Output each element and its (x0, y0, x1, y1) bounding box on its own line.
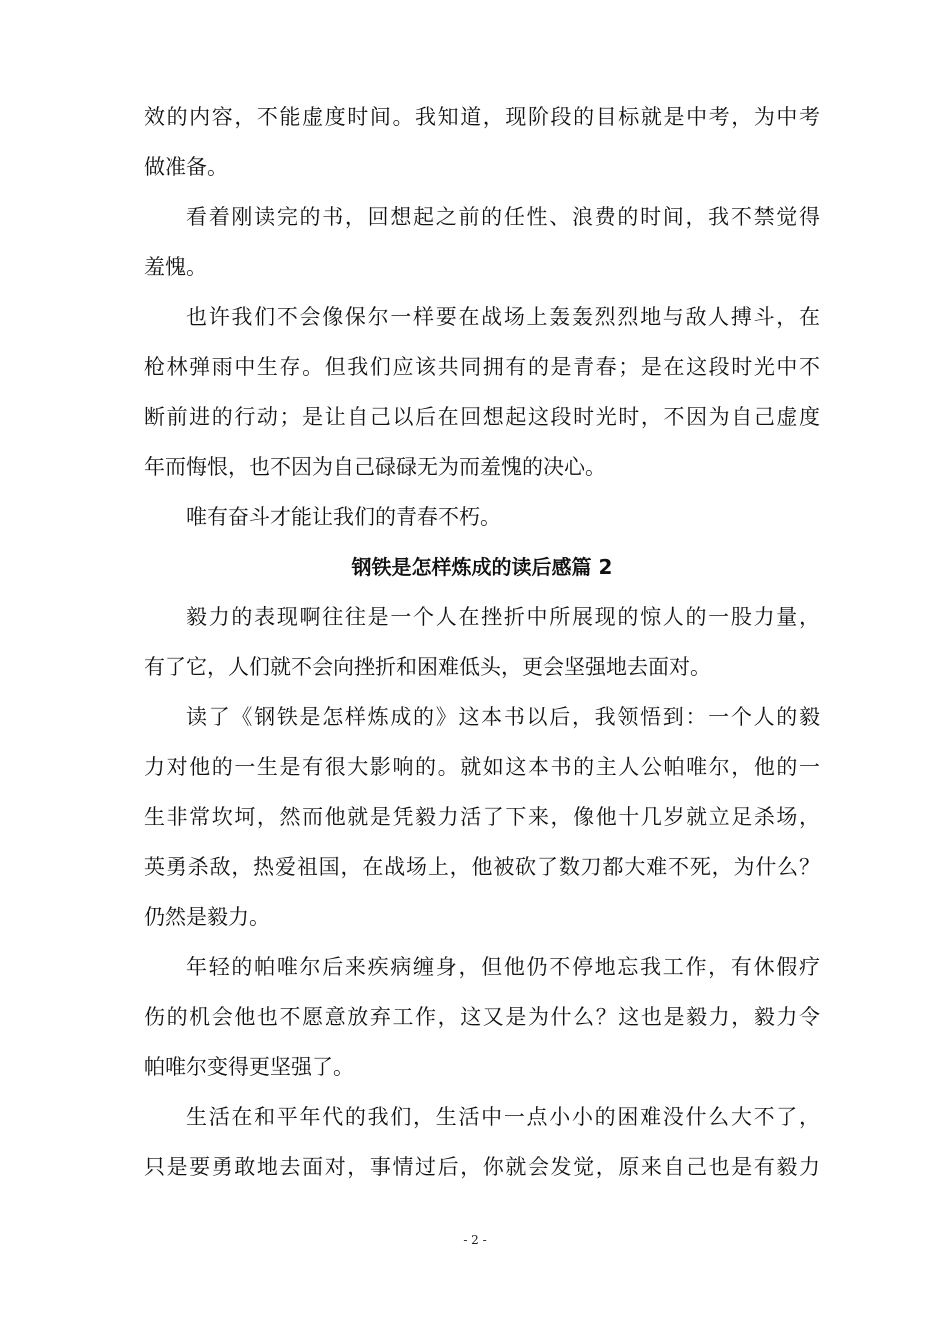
text-line: 仍然是毅力。 (144, 905, 270, 929)
page-number: - 2 - (463, 1233, 487, 1247)
text-line: 只是要勇敢地去面对，事情过后，你就会发觉，原来自己也是有毅力 (144, 1155, 820, 1179)
text-line: 断前进的行动；是让自己以后在回想起这段时光时，不因为自己虚度 (144, 405, 820, 429)
text-line: 效的内容，不能虚度时间。我知道，现阶段的目标就是中考，为中考 (144, 105, 820, 129)
text-line: 毅力的表现啊往往是一个人在挫折中所展现的惊人的一股力量， (186, 605, 820, 629)
text-line: 也许我们不会像保尔一样要在战场上轰轰烈烈地与敌人搏斗，在 (186, 305, 820, 329)
text-line: 生活在和平年代的我们，生活中一点小小的困难没什么大不了， (186, 1105, 820, 1129)
text-line: 有了它，人们就不会向挫折和困难低头，更会坚强地去面对。 (144, 655, 711, 679)
text-line: 做准备。 (144, 155, 228, 179)
document-body (144, 92, 820, 1192)
text-line: 读了《钢铁是怎样炼成的》这本书以后，我领悟到：一个人的毅 (186, 705, 820, 729)
text-line: 生非常坎坷，然而他就是凭毅力活了下来，像他十几岁就立足杀场， (144, 805, 820, 829)
text-line: 唯有奋斗才能让我们的青春不朽。 (186, 505, 501, 529)
text-line: 看着刚读完的书，回想起之前的任性、浪费的时间，我不禁觉得 (186, 205, 820, 229)
text-line: 年而悔恨，也不因为自己碌碌无为而羞愧的决心。 (144, 455, 606, 479)
section-heading: 钢铁是怎样炼成的读后感篇 2 (351, 555, 613, 579)
text-line: 伤的机会他也不愿意放弃工作，这又是为什么？这也是毅力，毅力令 (144, 1005, 820, 1029)
text-line: 帕唯尔变得更坚强了。 (144, 1055, 354, 1079)
text-line: 枪林弹雨中生存。但我们应该共同拥有的是青春；是在这段时光中不 (144, 355, 820, 379)
text-line: 年轻的帕唯尔后来疾病缠身，但他仍不停地忘我工作，有休假疗 (186, 955, 820, 979)
text-line: 羞愧。 (144, 255, 207, 279)
text-line: 英勇杀敌，热爱祖国，在战场上，他被砍了数刀都大难不死，为什么？ (144, 855, 820, 879)
text-line: 力对他的一生是有很大影响的。就如这本书的主人公帕唯尔，他的一 (144, 755, 820, 779)
